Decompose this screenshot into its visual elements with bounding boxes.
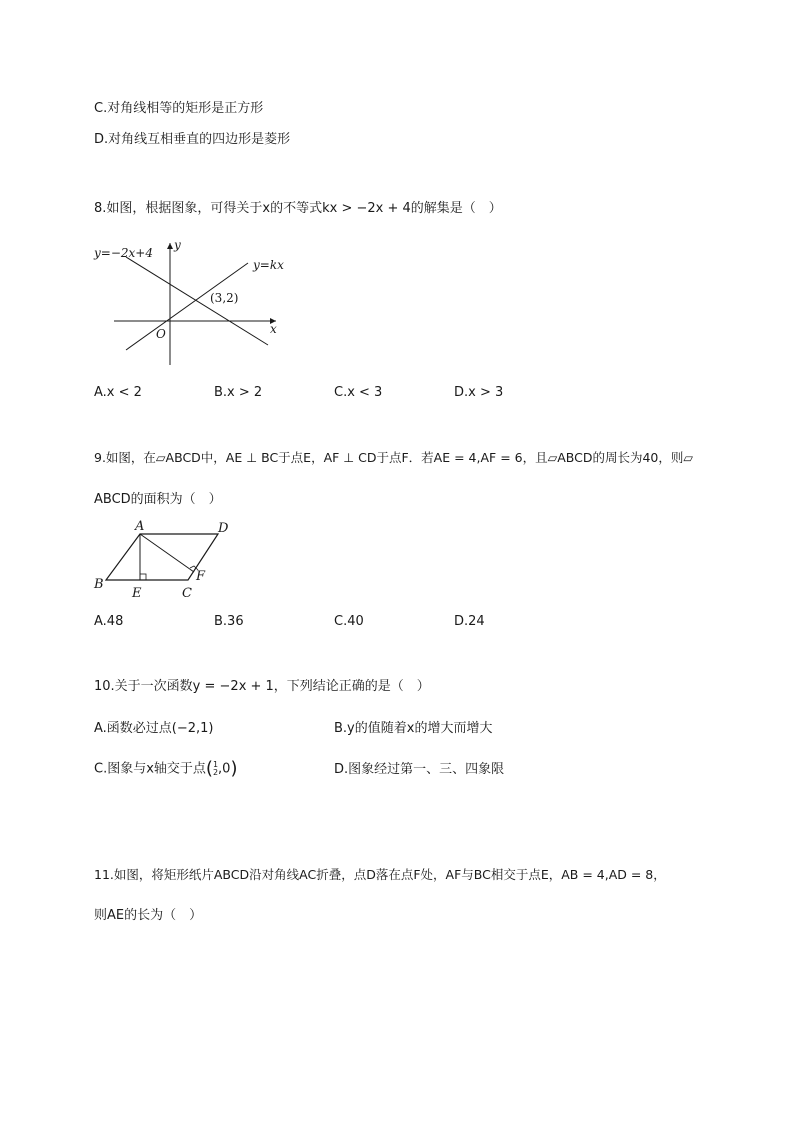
vertex-c: C [182, 586, 192, 601]
y-axis-label: y [174, 238, 181, 252]
point-e: E [132, 586, 142, 601]
q9-stem-line1: 9.如图，在▱ABCD中，AE ⊥ BC于点E，AF ⊥ CD于点F．若AE = 4,AF = 6，且▱ABCD的周长为40，则▱ [94, 450, 693, 465]
q8-stem: 8.如图，根据图象，可得关于x的不等式kx > −2x + 4的解集是（ ） [94, 201, 502, 216]
q10-option-c-text: C.图象与x轴交于点 [94, 761, 206, 777]
q10-stem: 10.关于一次函数y = −2x + 1，下列结论正确的是（ ） [94, 679, 430, 694]
q11-stem-line2: 则AE的长为（ ） [94, 908, 203, 923]
q7-option-c: C.对角线相等的矩形是正方形 [94, 101, 264, 116]
q8-graph [90, 235, 290, 375]
intersection-label: (3,2) [210, 291, 239, 305]
q8-option-d: D.x > 3 [454, 385, 504, 400]
line2-label: y=kx [253, 258, 284, 272]
q10-option-d: D.图象经过第一、三、四象限 [334, 762, 505, 777]
q9-option-d: D.24 [454, 614, 485, 629]
vertex-b: B [94, 577, 104, 592]
point-f: F [196, 569, 206, 584]
q9-option-c: C.40 [334, 614, 364, 629]
q10-option-b: B.y的值随着x的增大而增大 [334, 721, 493, 736]
q11-stem-line1: 11.如图，将矩形纸片ABCD沿对角线AC折叠，点D落在点F处，AF与BC相交于点E，AB = 4,AD = 8， [94, 867, 666, 882]
q9-option-b: B.36 [214, 614, 244, 629]
q10-option-c-tail: ,0 [218, 761, 231, 777]
x-axis-label: x [270, 322, 277, 336]
origin-label: O [156, 327, 166, 341]
vertex-d: D [218, 521, 229, 536]
q10-option-a: A.函数必过点(−2,1) [94, 721, 214, 736]
q8-option-c: C.x < 3 [334, 385, 383, 400]
q9-stem-line2: ABCD的面积为（ ） [94, 492, 222, 507]
q8-option-b: B.x > 2 [214, 385, 263, 400]
q10-option-c: C.图象与x轴交于点( 1 2 ,0) [94, 758, 238, 779]
vertex-a: A [135, 519, 145, 534]
fraction-one-half: 1 2 [212, 760, 219, 777]
q9-parallelogram-figure [90, 520, 250, 602]
q9-option-a: A.48 [94, 614, 124, 629]
q8-option-a: A.x < 2 [94, 385, 142, 400]
line1-label: y=−2x+4 [94, 246, 153, 260]
q7-option-d: D.对角线互相垂直的四边形是菱形 [94, 132, 291, 147]
